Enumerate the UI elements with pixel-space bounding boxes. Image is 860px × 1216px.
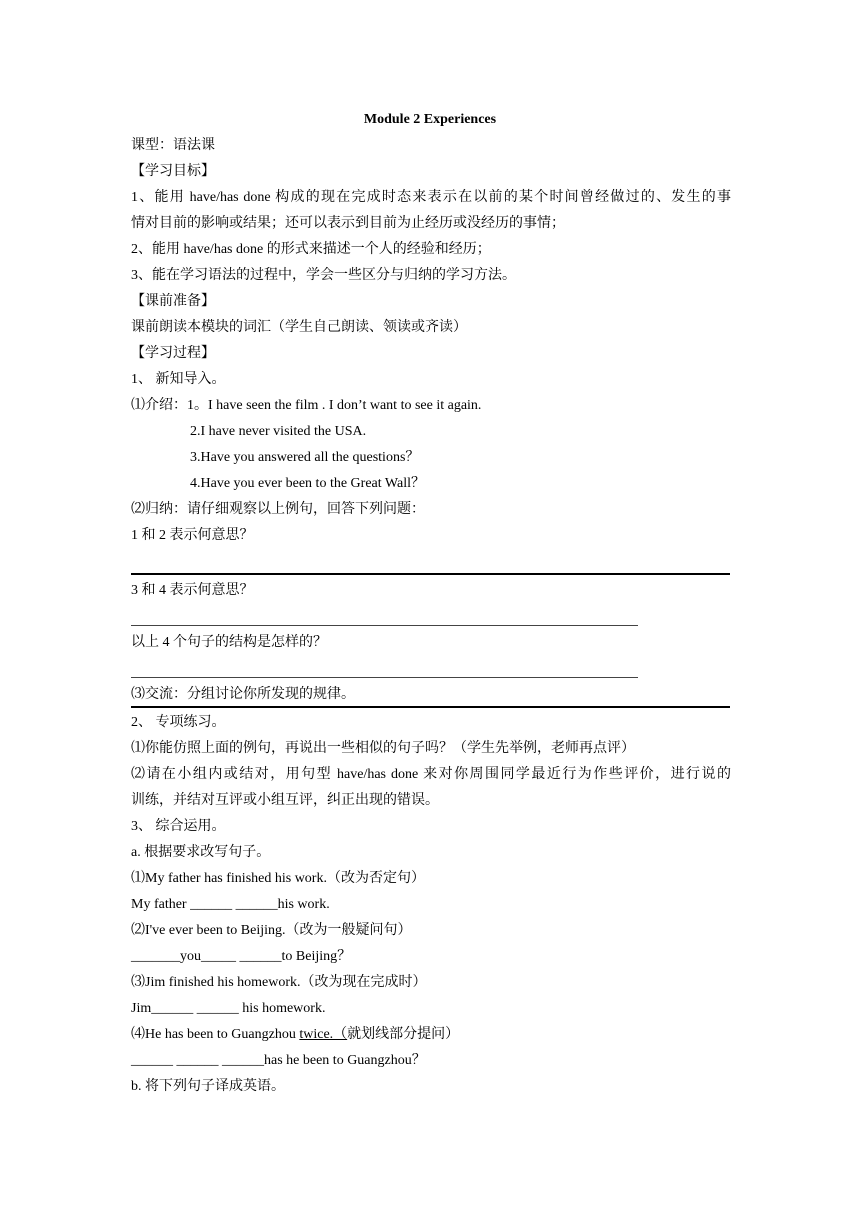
question-2: 3 和 4 表示何意思？ (131, 583, 254, 598)
answer-divider-2 (131, 706, 730, 708)
exercise-a2-question: ⑵I've ever been to Beijing.（改为一般疑问句） (131, 923, 412, 938)
question-1: 1 和 2 表示何意思？ (131, 528, 254, 543)
exchange-prompt: ⑶交流：分组讨论你所发现的规律。 (131, 687, 355, 702)
objective-1-line-2: 情对目前的影响或结果；还可以表示到目前为止经历或没经历的事情； (131, 216, 565, 231)
step-1-heading: 1、 新知导入。 (131, 372, 226, 387)
intro-example-2: 2.I have never visited the USA. (190, 424, 367, 439)
answer-blank-line-2 (131, 677, 638, 678)
exercise-a-heading: a. 根据要求改写句子。 (131, 845, 271, 860)
step-3-heading: 3、 综合运用。 (131, 819, 226, 834)
exercise-a3-question: ⑶Jim finished his homework.（改为现在完成时） (131, 975, 427, 990)
exercise-a4-question-text: ⑷He has been to Guangzhou (131, 1027, 300, 1042)
exercise-a4-underlined-part: twice.（ (299, 1027, 348, 1042)
answer-blank-line-1 (131, 625, 638, 626)
practice-item-2-line-1: ⑵请在小组内或结对，用句型 have/has done 来对你周围同学最近行为作些评价，进行说的 (131, 767, 731, 782)
intro-example-1: ⑴介绍：1。I have seen the film . I don’t want to see it again. (131, 398, 482, 413)
exercise-a1-question: ⑴My father has finished his work.（改为否定句） (131, 871, 425, 886)
exercise-a3-answer: Jim______ ______ his homework. (131, 1001, 326, 1016)
document-title: Module 2 Experiences (363, 112, 497, 127)
preparation-text: 课前朗读本模块的词汇（学生自己朗读、领读或齐读） (131, 320, 467, 335)
exercise-a4-question (131, 1026, 459, 1044)
question-3: 以上 4 个句子的结构是怎样的？ (131, 635, 327, 650)
intro-example-3: 3.Have you answered all the questions？ (190, 450, 420, 465)
exercise-b-heading: b. 将下列句子译成英语。 (131, 1079, 285, 1094)
step-2-heading: 2、 专项练习。 (131, 715, 226, 730)
exercise-a4-answer: ______ ______ ______has he been to Guangzhou？ (131, 1053, 426, 1068)
section-process-heading: 【学习过程】 (131, 346, 215, 361)
exercise-a1-answer: My father ______ ______his work. (131, 897, 330, 912)
objective-1-line-1: 1、能用 have/has done 构成的现在完成时态来表示在以前的某个时间曾经做过的、发生的事 (131, 190, 731, 205)
lesson-type: 课型：语法课 (131, 138, 215, 153)
exercise-a2-answer: _______you_____ ______to Beijing？ (131, 949, 352, 964)
objective-2: 2、能用 have/has done 的形式来描述一个人的经验和经历； (131, 242, 491, 257)
summary-prompt: ⑵归纳：请仔细观察以上例句，回答下列问题： (131, 502, 425, 517)
practice-item-2-line-2: 训练，并结对互评或小组互评，纠正出现的错误。 (131, 793, 439, 808)
practice-item-1: ⑴你能仿照上面的例句，再说出一些相似的句子吗？（学生先举例，老师再点评） (131, 741, 635, 756)
intro-example-4: 4.Have you ever been to the Great Wall？ (190, 476, 425, 491)
section-preparation-heading: 【课前准备】 (131, 294, 215, 309)
answer-divider-1 (131, 573, 730, 575)
exercise-a4-question-instruction: 就划线部分提问） (347, 1027, 460, 1042)
objective-3: 3、能在学习语法的过程中，学会一些区分与归纳的学习方法。 (131, 268, 516, 283)
section-objectives-heading: 【学习目标】 (131, 164, 215, 179)
